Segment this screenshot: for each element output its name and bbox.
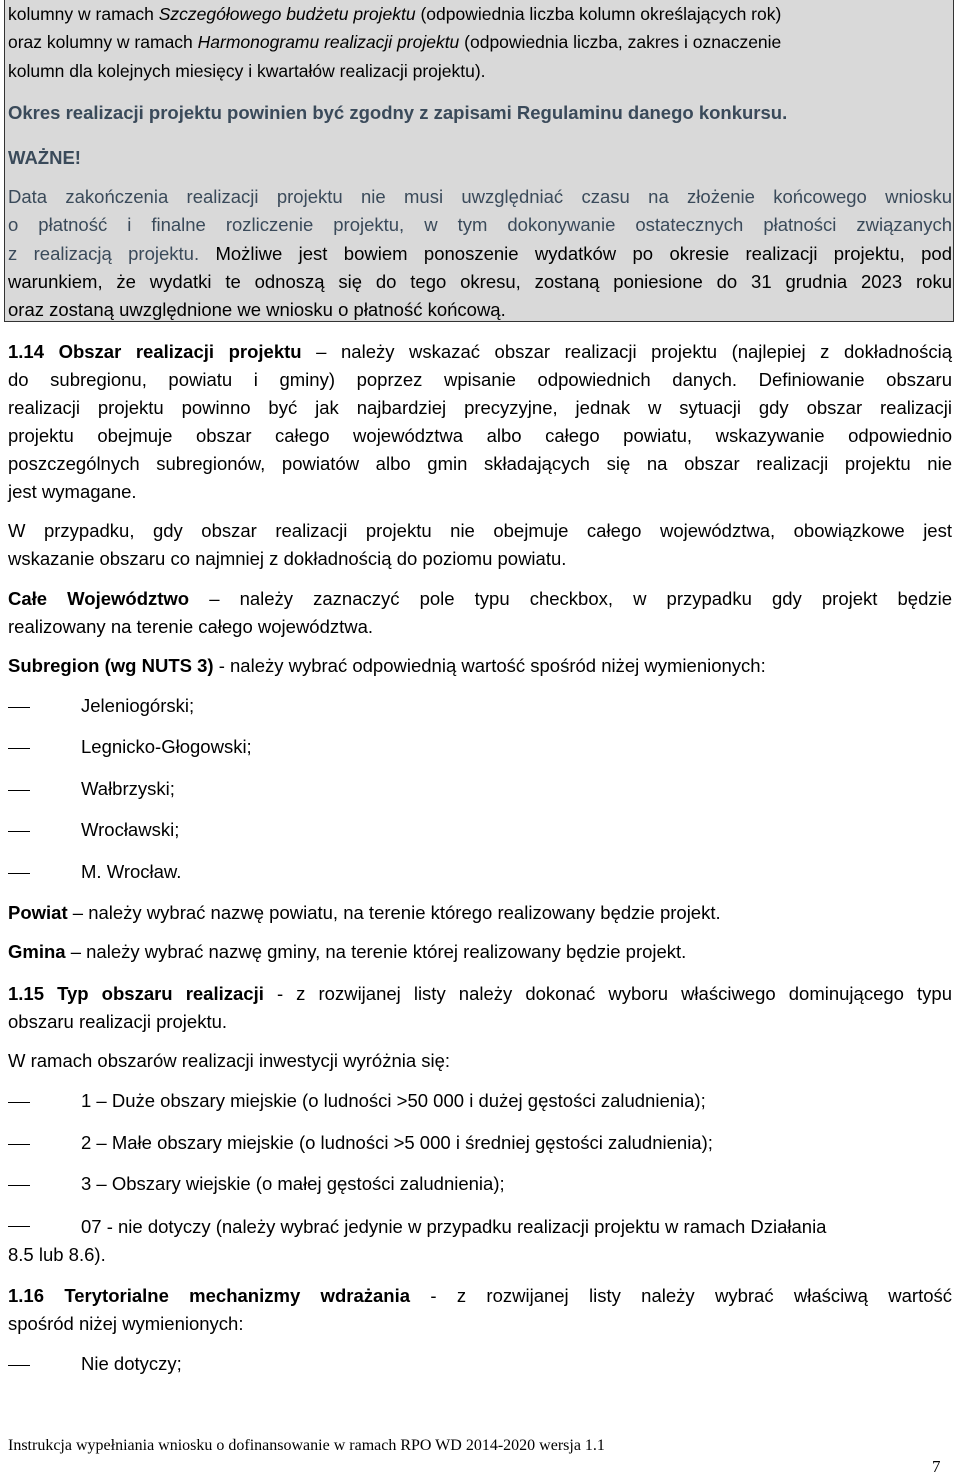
area-types-intro: W ramach obszarów realizacji inwestycji wyróżnia się: [8,1050,451,1071]
box-line-1: kolumny w ramach Szczegółowego budżetu projektu (odpowiednia liczba kolumn określających rok) [8,4,782,24]
box-line-2: oraz kolumny w ramach Harmonogramu realizacji projektu (odpowiednia liczba, zakres i oznaczenie [8,32,782,52]
list-dash-icon [8,1226,30,1227]
area-type-item: 2 – Małe obszary miejskie (o ludności >5 000 i średniej gęstości zaludnienia); [81,1132,713,1153]
important-label: WAŻNE! [8,147,81,168]
section-1-14-line-2: do subregionu, powiatu i gminy) poprzez wpisanie odpowiednich danych. Definiowanie obszaru [8,369,952,390]
list-dash-icon [8,707,30,708]
powiat-line: Powiat – należy wybrać nazwę powiatu, na terenie którego realizowany będzie projekt. [8,902,721,923]
powiat-requirement-line-2: wskazanie obszaru co najmniej z dokładnością do poziomu powiatu. [8,548,567,569]
list-dash-icon [8,1102,30,1103]
powiat-requirement-line-1: W przypadku, gdy obszar realizacji projektu nie obejmuje całego województwa, obowiązkowe jest [8,520,952,541]
date-note-line-1: Data zakończenia realizacji projektu nie musi uwzględniać czasu na złożenie końcowego wniosku [8,186,952,207]
list-dash-icon [8,1144,30,1145]
page-number: 7 [932,1457,941,1476]
section-1-14-line-3: realizacji projektu powinno być jak najbardziej precyzyjne, jednak w sytuacji gdy obszar realizacji [8,397,952,418]
area-type-item: 3 – Obszary wiejskie (o małej gęstości zaludnienia); [81,1173,505,1194]
date-note-line-4: warunkiem, że wydatki te odnoszą się do tego okresu, zostaną poniesione do 31 grudnia 2023 roku [8,271,952,292]
period-note: Okres realizacji projektu powinien być zgodny z zapisami Regulaminu danego konkursu. [8,102,788,123]
subregion-item: Legnicko-Głogowski; [81,736,252,757]
section-1-15-line-1: 1.15 Typ obszaru realizacji - z rozwijanej listy należy dokonać wyboru właściwego dominującego typu [8,983,952,1004]
section-1-14-line-5: poszczególnych subregionów, powiatów albo gmin składających się na obszar realizacji projektu nie [8,453,952,474]
section-1-14-line-4: projektu obejmuje obszar całego województwa albo całego powiatu, wskazywanie odpowiednio [8,425,952,446]
section-1-16-line-2: spośród niżej wymienionych: [8,1313,244,1334]
date-note-line-3: z realizacją projektu. Możliwe jest bowiem ponoszenie wydatków po okresie realizacji projektu, pod [8,243,952,264]
section-1-14-line-6: jest wymagane. [8,481,137,502]
section-1-15-heading: 1.15 Typ obszaru realizacji [8,983,264,1004]
date-note-line-2: o płatność i finalne rozliczenie projektu, w tym dokonywanie ostatecznych płatności związanych [8,214,952,235]
whole-voivodeship-line-2: realizowany na terenie całego województwa. [8,616,374,637]
section-1-16-line-1: 1.16 Terytorialne mechanizmy wdrażania - z rozwijanej listy należy wybrać właściwą wartość [8,1285,952,1306]
section-1-15-line-2: obszaru realizacji projektu. [8,1011,228,1032]
area-type-item: 1 – Duże obszary miejskie (o ludności >50 000 i dużej gęstości zaludnienia); [81,1090,706,1111]
section-1-14-line-1: 1.14 Obszar realizacji projektu – należy wskazać obszar realizacji projektu (najlepiej z dokładnością [8,341,952,362]
list-dash-icon [8,831,30,832]
list-dash-icon [8,1185,30,1186]
footer-text: Instrukcja wypełniania wniosku o dofinansowanie w ramach RPO WD 2014-2020 wersja 1.1 [8,1437,605,1454]
area-type-item: 07 - nie dotyczy (należy wybrać jedynie w przypadku realizacji projektu w ramach Działania [81,1216,827,1237]
box-line-3: kolumn dla kolejnych miesięcy i kwartałów realizacji projektu). [8,61,486,81]
subregion-item: Jeleniogórski; [81,695,195,716]
whole-voivodeship-line-1: Całe Województwo – należy zaznaczyć pole typu checkbox, w przypadku gdy projekt będzie [8,588,953,609]
gmina-line: Gmina – należy wybrać nazwę gminy, na terenie której realizowany będzie projekt. [8,941,687,962]
mechanism-item: Nie dotyczy; [81,1353,182,1374]
section-1-14-heading: 1.14 Obszar realizacji projektu [8,341,302,362]
list-dash-icon [8,1365,30,1366]
area-type-item-continuation: 8.5 lub 8.6). [8,1244,106,1265]
subregion-item: Wrocławski; [81,819,180,840]
list-dash-icon [8,790,30,791]
list-dash-icon [8,748,30,749]
date-note-line-5: oraz zostaną uwzględnione we wniosku o płatność końcową. [8,299,506,320]
subregion-item: Wałbrzyski; [81,778,175,799]
subregion-item: M. Wrocław. [81,861,182,882]
section-1-16-heading: 1.16 Terytorialne mechanizmy wdrażania [8,1285,411,1306]
list-dash-icon [8,873,30,874]
subregion-heading: Subregion (wg NUTS 3) - należy wybrać odpowiednią wartość spośród niżej wymienionych: [8,655,766,676]
